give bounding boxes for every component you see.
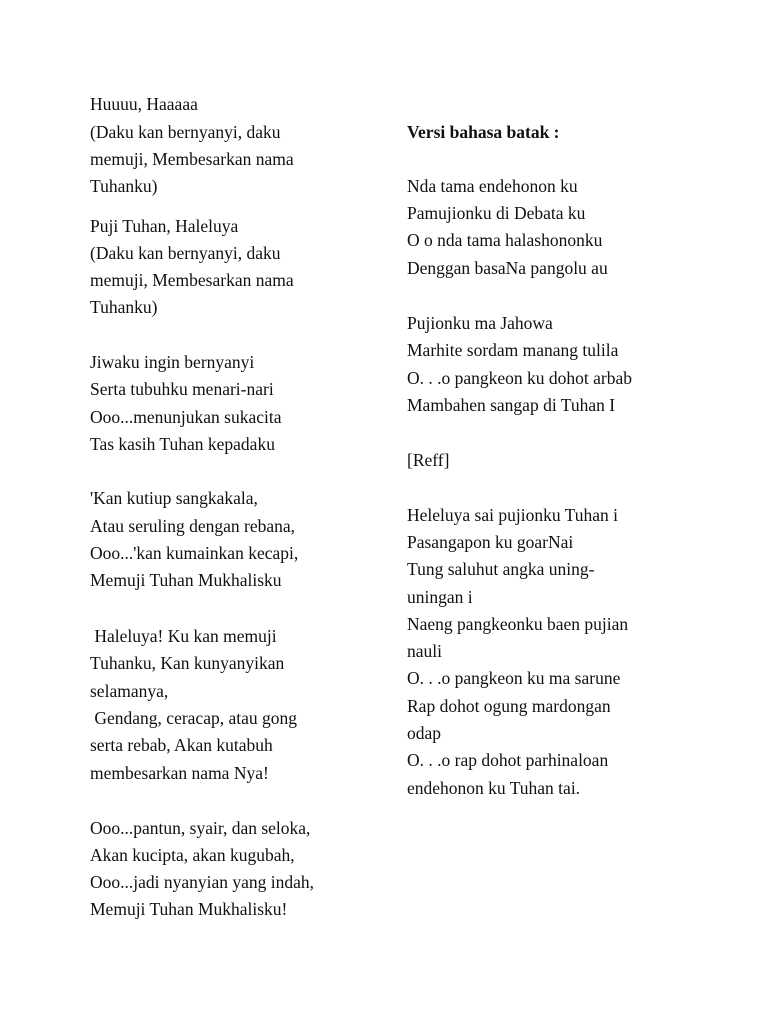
lyric-line: membesarkan nama Nya! [90,763,269,783]
lyric-line: Tuhanku) [90,297,158,317]
lyric-line: Naeng pangkeonku baen pujian [407,614,629,634]
lyric-line: Pamujionku di Debata ku [407,203,586,223]
lyric-line: Ooo...jadi nyanyian yang indah, [90,872,315,892]
lyric-line: Ooo...'kan kumainkan kecapi, [90,543,299,563]
lyric-line: O. . .o pangkeon ku ma sarune [407,668,621,688]
lyric-line: Ooo...pantun, syair, dan seloka, [90,818,311,838]
lyric-line: Akan kucipta, akan kugubah, [90,845,295,865]
lyric-line: odap [407,723,442,743]
lyric-line: Memuji Tuhan Mukhalisku [90,570,282,590]
lyric-line: Tuhanku, Kan kunyanyikan [90,653,285,673]
lyric-line: 'Kan kutiup sangkakala, [90,488,258,508]
lyric-line: serta rebab, Akan kutabuh [90,735,273,755]
lyric-line: (Daku kan bernyanyi, daku [90,122,281,142]
lyric-line: Marhite sordam manang tulila [407,340,619,360]
lyric-line: Pujionku ma Jahowa [407,313,553,333]
lyric-line: endehonon ku Tuhan tai. [407,778,581,798]
lyric-line: Pasangapon ku goarNai [407,532,574,552]
batak-version-heading: Versi bahasa batak : [407,122,560,142]
lyric-line: O. . .o rap dohot parhinaloan [407,750,609,770]
reff-label: [Reff] [407,450,450,470]
lyric-line: uningan i [407,587,473,607]
lyric-line: Rap dohot ogung mardongan [407,696,611,716]
lyric-line: O o nda tama halashononku [407,230,603,250]
lyric-line: Heleluya sai pujionku Tuhan i [407,505,618,525]
lyric-line: Mambahen sangap di Tuhan I [407,395,616,415]
lyric-line: Tuhanku) [90,176,158,196]
lyric-line: Huuuu, Haaaaa [90,94,198,114]
lyric-line: Haleluya! Ku kan memuji [90,626,277,646]
lyric-line: memuji, Membesarkan nama [90,270,294,290]
lyric-line: Puji Tuhan, Haleluya [90,216,239,236]
lyric-line: Atau seruling dengan rebana, [90,516,296,536]
lyric-line: O. . .o pangkeon ku dohot arbab [407,368,633,388]
lyric-line: memuji, Membesarkan nama [90,149,294,169]
lyric-line: Ooo...menunjukan sukacita [90,407,282,427]
lyric-line: (Daku kan bernyanyi, daku [90,243,281,263]
lyric-line: Nda tama endehonon ku [407,176,578,196]
lyric-line: Serta tubuhku menari-nari [90,379,274,399]
lyric-line: Jiwaku ingin bernyanyi [90,352,255,372]
lyric-line: Gendang, ceracap, atau gong [90,708,297,728]
lyric-line: Denggan basaNa pangolu au [407,258,608,278]
lyric-line: selamanya, [90,681,169,701]
lyric-line: Tung saluhut angka uning- [407,559,595,579]
left-lyrics-column [90,0,380,1024]
lyric-line: Memuji Tuhan Mukhalisku! [90,899,288,919]
lyric-line: nauli [407,641,442,661]
right-lyrics-column [407,0,737,1024]
lyric-line: Tas kasih Tuhan kepadaku [90,434,275,454]
